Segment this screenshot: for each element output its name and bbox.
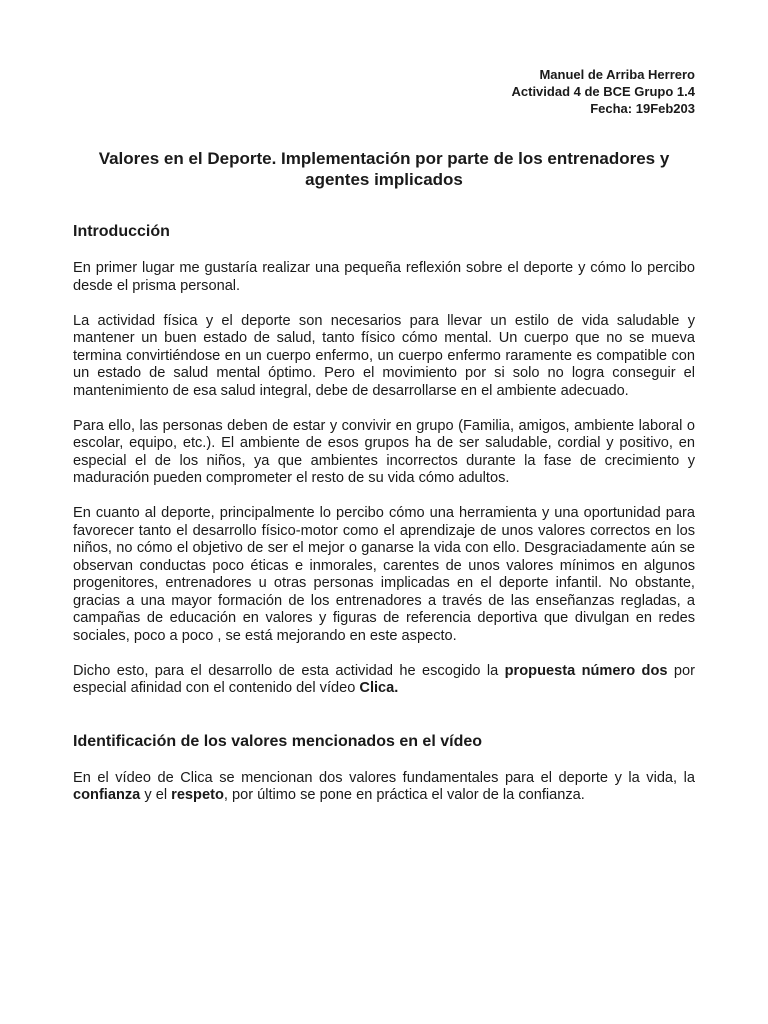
s2-bold-respeto: respeto [171, 787, 224, 803]
s2-bold-confianza: confianza [73, 787, 141, 803]
s2-text-1: En el vídeo de Clica se mencionan dos valores fundamentales para el deporte y la vida, la [73, 769, 695, 786]
intro-paragraph-3: Para ello, las personas deben de estar y convivir en grupo (Familia, amigos, ambiente laboral o escolar, equipo, etc.). El ambiente de esos grupos ha de ser saludable, cordial y positivo, en especial el de los niños, ya que ambientes incorrectos durante la fase de crecimiento y maduración pueden comprometer el resto de su vida cómo adultos. [73, 417, 695, 486]
p5-text-1: Dicho esto, para el desarrollo de esta actividad he escogido la [73, 662, 505, 679]
intro-paragraph-4: En cuanto al deporte, principalmente lo percibo cómo una herramienta y una oportunidad para favorecer tanto el desarrollo físico-motor como el aprendizaje de unos valores correctos en los niños, no cómo el objetivo de ser el mejor o ganarse la vida con ello. Desgraciadamente aún se observan conductas poco éticas e inmorales, carentes de unos valores mínimos en algunos progenitores, entrenadores u otras personas implicadas en el deporte infantil. No obstante, gracias a una mayor formación de los entrenadores a través de las enseñanzas regladas, a campañas de educación en valores y figuras de referencia deportiva que divulgan en redes sociales, poco a poco , se está mejorando en este aspecto. [73, 505, 695, 644]
intro-paragraph-1: En primer lugar me gustaría realizar una pequeña reflexión sobre el deporte y cómo lo percibo desde el prisma personal. [73, 260, 695, 294]
p5-text-2: por especial afinidad con el contenido del vídeo [73, 662, 695, 696]
intro-paragraph-2: La actividad física y el deporte son necesarios para llevar un estilo de vida saludable y mantener un buen estado de salud, tanto físico cómo mental. Un cuerpo que no se mueva termina convirtiéndose en un cuerpo enfermo, un cuerpo enfermo raramente es compatible con un estado de salud mental óptimo. Pero el movimiento por si solo no logra conseguir el mantenimiento de esa salud integral, debe de desarrollarse en el ambiente adecuado. [73, 312, 695, 399]
document-header [73, 66, 695, 117]
document-title: Valores en el Deporte. Implementación por parte de los entrenadores y agentes implicados [98, 149, 670, 189]
author-name: Manuel de Arriba Herrero [539, 67, 695, 82]
document-page [73, 66, 695, 805]
section-heading-introduccion: Introducción [73, 223, 170, 240]
ident-paragraph-1 [73, 770, 695, 805]
s2-text-2: y el [140, 787, 172, 803]
p5-bold-clica: Clica. [359, 680, 399, 696]
p5-bold-propuesta: propuesta número dos [504, 662, 668, 679]
date-label: Fecha: 19Feb203 [590, 101, 695, 116]
intro-paragraph-5 [73, 663, 695, 698]
section-heading-identificacion: Identificación de los valores mencionados en el vídeo [73, 732, 483, 750]
s2-text-3: , por último se pone en práctica el valor de la confianza. [223, 787, 585, 803]
activity-label: Actividad 4 de BCE Grupo 1.4 [511, 84, 695, 99]
